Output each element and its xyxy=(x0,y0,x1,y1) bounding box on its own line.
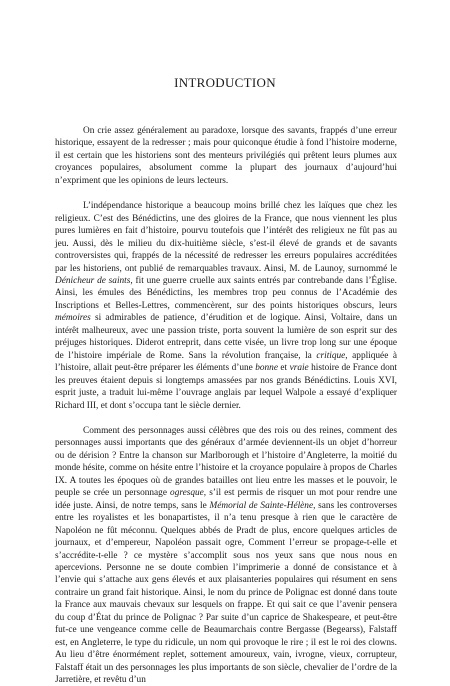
paragraph-text: et xyxy=(277,363,290,374)
paragraph-text: , sans les controverses entre les royalistes et les bonapartistes, il n’a tenu presque à rien que le caractère de Napoléon ne fût méconnu. Quelques abbés de Pradt de plus, encore quelques articles de journaux, et d’empereur, Napoléon passait ogre, Comment l’erreur se propage-t-elle et s’accrédite-t-elle ? ce mystère s’accomplit sous nos yeux sans que nous nous en apercevions. Personne ne se doute combien l’imprimerie a donné de consistance et à l’envie qui s’attache aux gens élevés et aux plaisanteries populaires qui résument en sens contraire un grand fait historique. Ainsi, le nom du prince de Polignac est donné dans toute la France aux mauvais chevaux sur lesquels on frappe. Et qui sait ce que l’avenir pensera du coup d’État du prince de Polignac ? Par suite d’un caprice de Shakespeare, et peut-être fut-ce une vengeance comme celle de Beaumarchais contre Bergasse (Begearss), Falstaff est, en Angleterre, le type du ridicule, un nom qui provoque le rire ; il est le roi des clowns. Au lieu d’être énormément replet, sottement amoureux, vain, ivrogne, vieux, corrupteur, Falstaff était un des personnages les plus importants de son siècle, chevalier de l’ordre de la Jarretière, et revêtu d’un xyxy=(55,500,397,686)
body-paragraph xyxy=(55,125,397,187)
italic-text: critique xyxy=(316,350,346,361)
italic-text: vraie xyxy=(289,363,309,374)
body-paragraph xyxy=(55,425,397,686)
italic-text: bonne xyxy=(255,363,278,374)
paragraph-text: , appliquée à l’histoire, allait peut-être préparer les éléments d’une xyxy=(55,350,397,374)
italic-text: mémoires xyxy=(55,313,91,324)
italic-text: ogresque xyxy=(170,488,204,499)
body-text xyxy=(55,125,397,686)
body-paragraph xyxy=(55,200,397,412)
italic-text: Dénicheur de saints xyxy=(55,275,131,286)
paragraph-text: Comment des personnages aussi célèbres que des rois ou des reines, comment des personnages aussi importants que des généraux d’armée deviennent-ils un objet d’horreur ou de dérision ? Entre la chanson sur Marlborough et l’histoire d’Angleterre, la moitié du monde hésite, comme on hésite entre l’histoire et la croyance populaire à propos de Charles IX. A toutes les époques où de grandes batailles ont lieu entre les masses et le pouvoir, le peuple se crée un personnage xyxy=(55,425,397,499)
paragraph-text: , fit une guerre cruelle aux saints entrés par contrebande dans l’Église. Ainsi, les émules des Bénédictins, les membres trop peu connus de l’Académie des Inscriptions et Belles-Lettres, commencèrent, sur des points historiques obscurs, leurs xyxy=(55,275,397,311)
italic-text: Mémorial de Sainte-Hélène xyxy=(209,500,314,511)
paragraph-text: L’indépendance historique a beaucoup moins brillé chez les laïques que chez les religieux. C’est des Bénédictins, une des gloires de la France, que nous viennent les plus pures lumières en fait d’histoire, pourvu toutefois que l’intérêt des religieux ne fût pas au jeu. Aussi, dès le milieu du dix-huitième siècle, s’est-il élevé de grands et de savants controversistes qui, frappés de la nécessité de redresser les erreurs populaires accréditées par les historiens, ont publié de remarquables travaux. Ainsi, M. de Launoy, surnommé le xyxy=(55,201,397,274)
paragraph-text: histoire de France dont les preuves étaient depuis si longtemps amassées par nos grands Bénédictins. Louis XVI, esprit juste, a traduit lui-même l’ouvrage anglais par lequel Walpole a essayé d’expliquer Richard III, et dont s’occupa tant le siècle dernier. xyxy=(55,363,398,411)
paragraph-text: On crie assez généralement au paradoxe, lorsque des savants, frappés d’une erreur historique, essayent de la redresser ; mais pour quiconque étudie à fond l’histoire moderne, il est certain que les historiens sont des menteurs privilégiés qui prêtent leurs plumes aux croyances populaires, absolument comme la plupart des journaux d’aujourd’hui n’expriment que les opinions de leurs lecteurs. xyxy=(55,126,397,186)
paragraph-text: , s’il est permis de risquer un mot pour rendre une idée juste. Ainsi, de notre temps, sans le xyxy=(55,488,397,511)
paragraph-text: si admirables de patience, d’érudition et de logique. Ainsi, Voltaire, dans un intérêt malheureux, avec une passion triste, porta souvent la lumière de son esprit sur des préjuges historiques. Diderot entreprit, dans cette visée, un livre trop long sur une époque de l’histoire impériale de Rome. Sans la révolution française, la xyxy=(55,313,397,361)
page-title: INTRODUCTION xyxy=(174,75,276,90)
